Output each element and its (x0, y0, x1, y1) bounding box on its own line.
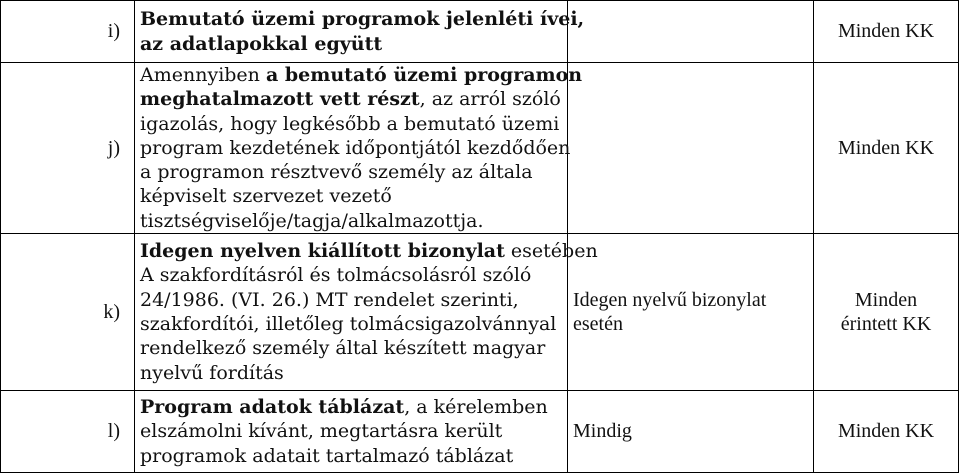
description-line (140, 87, 561, 111)
row-condition (568, 1, 814, 63)
description-text: Program adatok táblázat (140, 396, 405, 419)
description-line (140, 32, 561, 56)
description-text: esetében (504, 240, 598, 263)
row-condition (568, 234, 814, 391)
description-line: tisztségviselője/tagja/alkalmazottja. (140, 209, 484, 232)
row-description (135, 391, 568, 473)
condition-line: esetén (573, 313, 623, 336)
description-text: , az arról szóló (419, 88, 561, 111)
table-row (1, 234, 959, 391)
description-line: nyelvű fordítás (140, 361, 284, 384)
table-row (1, 63, 959, 234)
row-condition: Mindig (568, 391, 814, 473)
applicable-line: érintett KK (840, 313, 932, 336)
row-description (135, 1, 585, 63)
description-text: a bemutató üzemi programon (265, 64, 583, 86)
applicable-line: Minden (854, 288, 918, 311)
description-text: az adatlapokkal együtt (140, 32, 383, 55)
description-line: a programon résztvevő személy az általa (140, 161, 533, 184)
description-line: igazolás, hogy legkésőbb a bemutató üzemi (140, 112, 560, 135)
description-line: 24/1986. (VI. 26.) MT rendelet szerinti, (140, 288, 519, 311)
row-description (135, 63, 583, 234)
description-text: Amennyiben (140, 64, 266, 86)
description-line: A szakfordításról és tolmácsolásról szóló (140, 264, 532, 287)
table-row (1, 1, 959, 63)
description-line (140, 7, 585, 31)
description-line (140, 395, 561, 419)
row-index: l) (1, 391, 135, 473)
description-line: elszámolni kívánt, megtartásra került (140, 420, 503, 443)
condition-line: Idegen nyelvű bizonylat (573, 288, 767, 311)
row-index: k) (1, 234, 135, 391)
description-line (140, 239, 598, 263)
row-condition (568, 63, 814, 234)
description-line: program kezdetének időpontjától kezdődően (140, 136, 571, 159)
description-line: képviselt szervezet vezető (140, 185, 392, 208)
description-line: rendelkező személy által készített magyar (140, 337, 546, 360)
description-line (140, 63, 583, 87)
description-text: , a kérelemben (404, 396, 548, 419)
row-index: j) (1, 63, 135, 234)
table-row (1, 391, 959, 473)
description-text: meghatalmazott vett részt (140, 88, 420, 111)
row-applicable-to (814, 234, 959, 391)
description-line: szakfordítói, illetőleg tolmácsigazolvánnyal (140, 313, 557, 336)
description-text: Idegen nyelven kiállított bizonylat (140, 240, 505, 263)
row-index: i) (1, 1, 135, 63)
description-text: Bemutató üzemi programok jelenléti ívei, (140, 8, 585, 31)
row-applicable-to: Minden KK (814, 63, 959, 234)
row-applicable-to: Minden KK (814, 1, 959, 63)
row-applicable-to: Minden KK (814, 391, 959, 473)
description-line: programok adatait tartalmazó táblázat (140, 444, 514, 467)
